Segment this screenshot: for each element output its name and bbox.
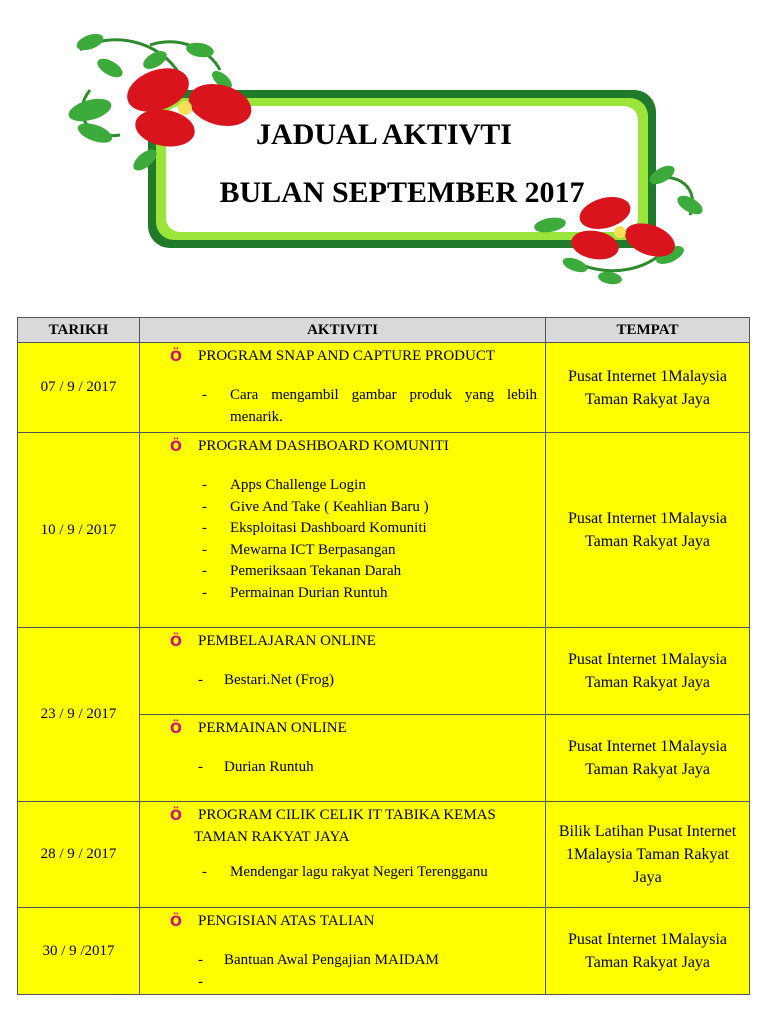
- date-cell: 23 / 9 / 2017: [18, 628, 140, 802]
- activity-heading: Ö PEMBELAJARAN ONLINE: [140, 628, 545, 652]
- list-item: - Apps Challenge Login: [202, 475, 537, 497]
- activity-cell: [140, 908, 546, 995]
- page-title: JADUAL AKTIVTI: [256, 118, 512, 151]
- place-cell: Pusat Internet 1Malaysia Taman Rakyat Jaya: [546, 433, 750, 628]
- column-header-activity: AKTIVITI: [140, 318, 546, 343]
- place-cell: Pusat Internet 1Malaysia Taman Rakyat Jaya: [546, 908, 750, 995]
- table-row: [18, 343, 750, 433]
- list-item: - Mewarna ICT Berpasangan: [202, 540, 537, 562]
- table-row: [18, 908, 750, 995]
- activity-heading: Ö PROGRAM DASHBOARD KOMUNITI: [140, 433, 545, 457]
- spiral-bullet-icon: Ö: [170, 914, 182, 930]
- spiral-bullet-icon: Ö: [170, 808, 182, 824]
- spiral-bullet-icon: Ö: [170, 439, 182, 455]
- table-header-row: [18, 318, 750, 343]
- list-item: - Pemeriksaan Tekanan Darah: [202, 561, 537, 583]
- column-header-place: TEMPAT: [546, 318, 750, 343]
- activity-item-list: [140, 862, 545, 884]
- list-item: - Cara mengambil gambar produk yang lebih menarik.: [202, 385, 537, 428]
- table-row: [18, 802, 750, 908]
- decorative-banner-frame: [50, 20, 710, 290]
- list-item: - Eksploitasi Dashboard Komuniti: [202, 518, 537, 540]
- column-header-date: TARIKH: [18, 318, 140, 343]
- activity-heading: Ö PROGRAM SNAP AND CAPTURE PRODUCT: [140, 343, 545, 367]
- list-item: - Durian Runtuh: [198, 757, 537, 779]
- date-cell: 30 / 9 /2017: [18, 908, 140, 995]
- activity-item-list: [140, 670, 545, 692]
- activity-heading: Ö PROGRAM CILIK CELIK IT TABIKA KEMAS: [140, 802, 545, 826]
- list-item: - Bestari.Net (Frog): [198, 670, 537, 692]
- spiral-bullet-icon: Ö: [170, 721, 182, 737]
- place-cell: Pusat Internet 1Malaysia Taman Rakyat Jaya: [546, 628, 750, 715]
- activity-heading-continued: TAMAN RAKYAT JAYA: [194, 829, 350, 845]
- activity-cell: [140, 715, 546, 802]
- activity-cell: [140, 628, 546, 715]
- activity-heading: Ö PERMAINAN ONLINE: [140, 715, 545, 739]
- activity-heading: Ö PENGISIAN ATAS TALIAN: [140, 908, 545, 932]
- activity-item-list: [140, 475, 545, 604]
- spiral-bullet-icon: Ö: [170, 634, 182, 650]
- place-cell: Bilik Latihan Pusat Internet 1Malaysia Taman Rakyat Jaya: [546, 802, 750, 908]
- spiral-bullet-icon: Ö: [170, 349, 182, 365]
- page-subtitle: BULAN SEPTEMBER 2017: [219, 176, 585, 209]
- activity-item-list: [140, 950, 545, 972]
- list-item: - Permainan Durian Runtuh: [202, 583, 537, 605]
- place-cell: Pusat Internet 1Malaysia Taman Rakyat Jaya: [546, 343, 750, 433]
- activity-item-list: [140, 385, 545, 428]
- activity-cell: [140, 343, 546, 433]
- list-item: - Mendengar lagu rakyat Negeri Terengganu: [202, 862, 537, 884]
- activity-cell: [140, 433, 546, 628]
- activity-cell: [140, 802, 546, 908]
- date-cell: 07 / 9 / 2017: [18, 343, 140, 433]
- place-cell: Pusat Internet 1Malaysia Taman Rakyat Jaya: [546, 715, 750, 802]
- table-row: [18, 628, 750, 715]
- activity-item-list: [140, 757, 545, 779]
- date-cell: 10 / 9 / 2017: [18, 433, 140, 628]
- activity-schedule-table: [17, 317, 750, 995]
- table-row: [18, 433, 750, 628]
- date-cell: 28 / 9 / 2017: [18, 802, 140, 908]
- list-item: - Bantuan Awal Pengajian MAIDAM: [198, 950, 537, 972]
- list-item: - Give And Take ( Keahlian Baru ): [202, 497, 537, 519]
